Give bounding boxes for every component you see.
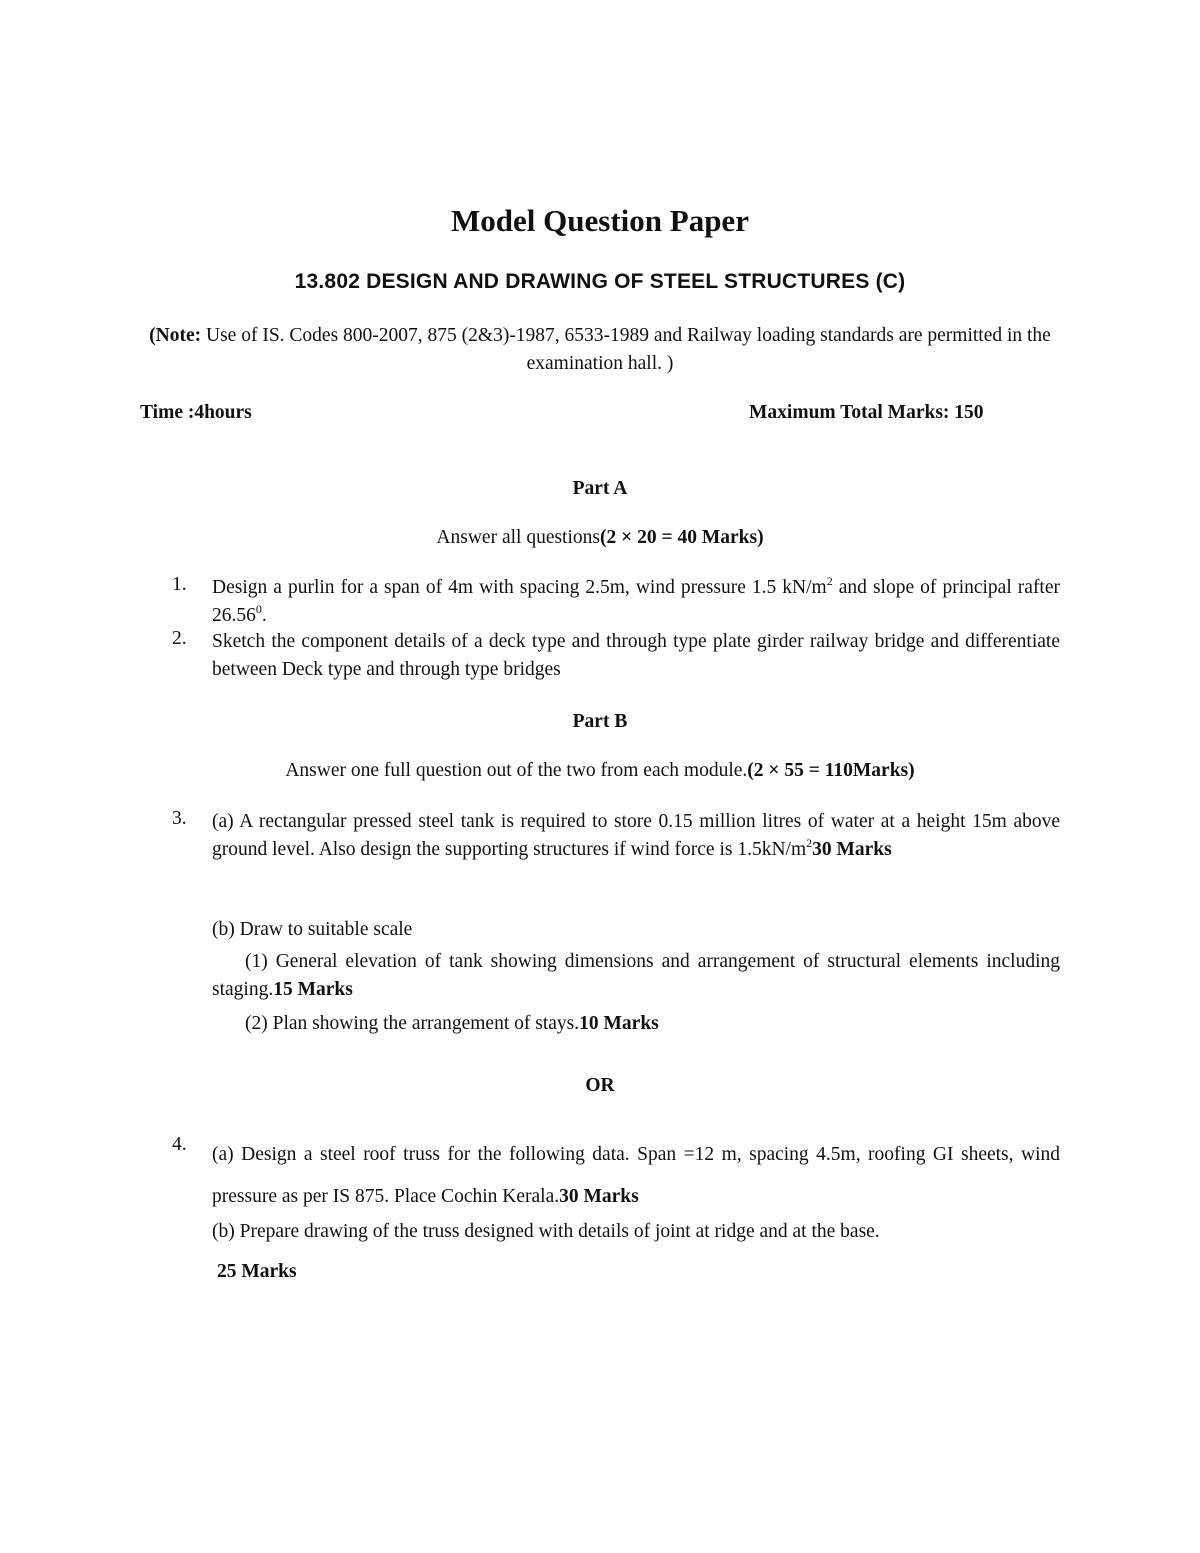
question-1-sup-a: 2 (826, 574, 833, 588)
question-1-text (212, 574, 1060, 630)
question-4b-marks-value: 25 Marks (217, 1261, 297, 1282)
question-1-number: 1. (172, 574, 187, 595)
question-1-text-a: Design a purlin for a span of 4m with spacing 2.5m, wind pressure 1.5 kN/m (212, 577, 827, 598)
question-3a-sup: 2 (806, 836, 813, 850)
question-3b2-body: (2) Plan showing the arrangement of stays. (245, 1013, 580, 1034)
exam-note (140, 322, 1060, 378)
note-text: Use of IS. Codes 800-2007, 875 (2&3)-1987, 6533-1989 and Railway loading standards are permitted in the examination hall. ) (201, 325, 1051, 374)
question-3a-body: (a) A rectangular pressed steel tank is required to store 0.15 million litres of water at a height 15m above ground level. Also design the supporting structures if wind force is 1.5kN/m (212, 811, 1060, 860)
question-4a-body: (a) Design a steel roof truss for the following data. Span =12 m, spacing 4.5m, roofing GI sheets, wind pressure as per IS 875. Place Cochin Kerala. (212, 1144, 1060, 1207)
page-title: Model Question Paper (451, 203, 749, 238)
question-3b-text: (b) Draw to suitable scale (212, 919, 413, 940)
question-3a-text (212, 808, 1060, 864)
question-3b1-marks: 15 Marks (273, 979, 353, 1000)
question-4b-text: (b) Prepare drawing of the truss designed with details of joint at ridge and at the base. (212, 1221, 880, 1242)
question-1-text-c: . (261, 605, 267, 626)
question-3b2-text (245, 1010, 659, 1038)
part-b-instruction-text: Answer one full question out of the two from each module. (285, 760, 748, 781)
part-a-instruction-marks: (2 × 20 = 40 Marks) (599, 527, 764, 548)
question-3-number: 3. (172, 808, 187, 829)
part-a-instruction (0, 527, 1200, 549)
question-4a-marks: 30 Marks (559, 1186, 639, 1207)
question-1-sup-b: 0 (255, 602, 262, 616)
question-2-text: Sketch the component details of a deck type and through type plate girder railway bridge and differentiate between Deck type and through type bridges (212, 631, 1060, 680)
part-a-heading: Part A (572, 478, 628, 499)
maximum-marks: Maximum Total Marks: 150 (749, 402, 984, 423)
question-4a-text (212, 1134, 1060, 1218)
part-b-heading: Part B (572, 711, 628, 732)
question-4-number: 4. (172, 1134, 187, 1155)
note-label: (Note: (149, 325, 202, 346)
part-b-instruction-marks: (2 × 55 = 110Marks) (747, 760, 915, 781)
question-3a-marks: 30 Marks (812, 839, 892, 860)
question-2-number: 2. (172, 628, 187, 649)
course-title: 13.802 DESIGN AND DRAWING OF STEEL STRUCTURES (C) (294, 270, 906, 293)
question-3b1-text (212, 948, 1060, 1004)
or-separator: OR (585, 1075, 615, 1096)
question-1-text-b: and slope of principal rafter 26.56 (212, 577, 1060, 626)
exam-time: Time :4hours (140, 402, 252, 423)
question-3b1-body: (1) General elevation of tank showing dimensions and arrangement of structural elements including staging. (212, 951, 1060, 1000)
question-4b-marks (217, 1258, 297, 1286)
part-b-instruction (0, 760, 1200, 782)
part-a-instruction-text: Answer all questions (436, 527, 600, 548)
question-3b2-marks: 10 Marks (579, 1013, 659, 1034)
